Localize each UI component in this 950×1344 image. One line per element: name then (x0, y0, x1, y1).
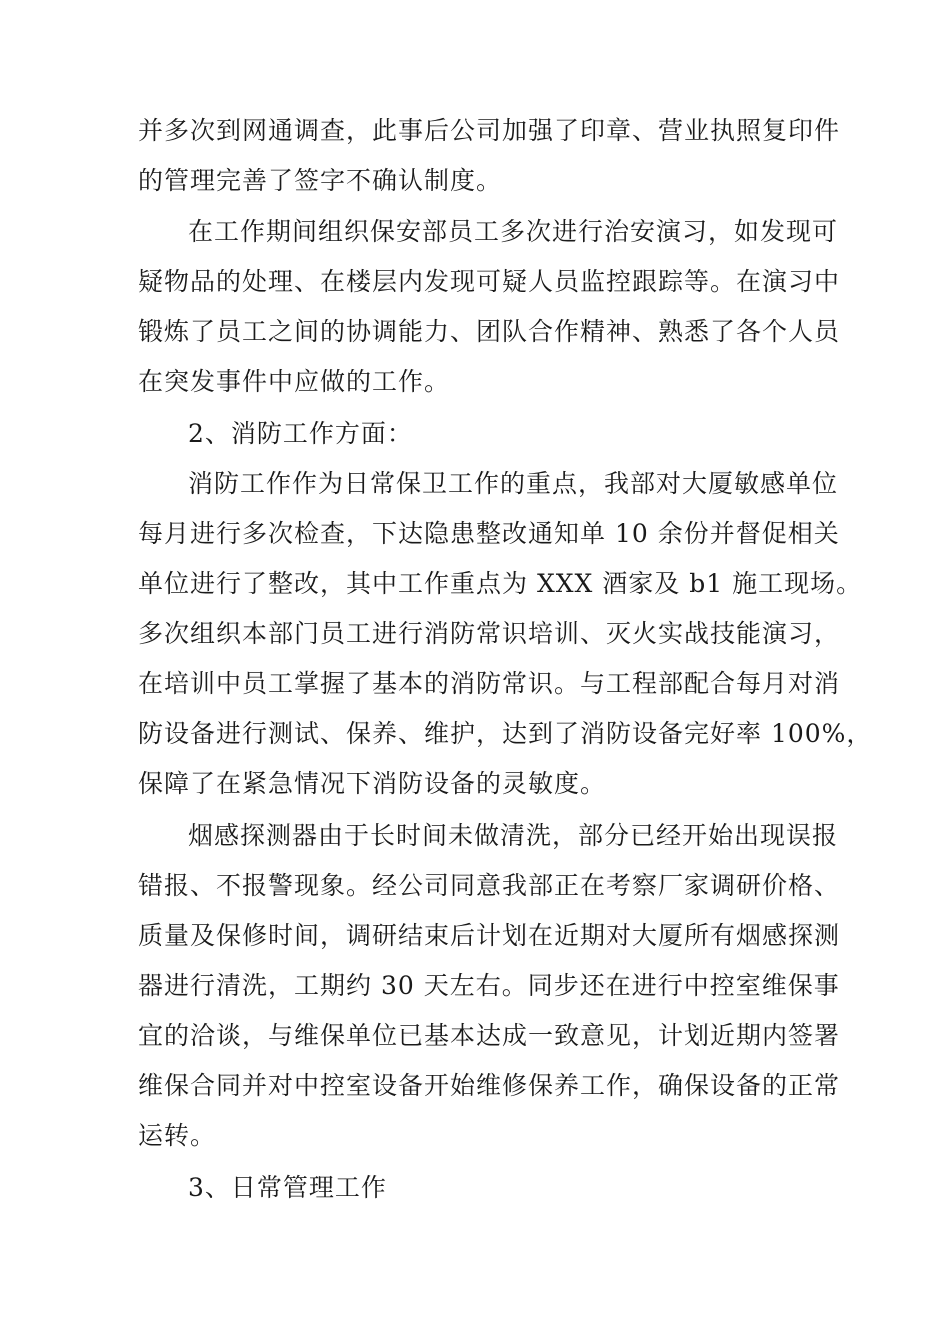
text-line: 维保合同并对中控室设备开始维修保养工作，确保设备的正常 (138, 1071, 841, 1100)
text-line: 器进行清洗，工期约 30 天左右。同步还在进行中控室维保事 (138, 971, 840, 1000)
text-line: 在突发事件中应做的工作。 (138, 367, 451, 396)
section-heading (138, 409, 838, 459)
text-line: 消防工作作为日常保卫工作的重点，我部对大厦敏感单位 (188, 469, 839, 498)
paragraph (138, 459, 873, 809)
text-line: 多次组织本部门员工进行消防常识培训、灭火实战技能演习， (138, 619, 841, 648)
text-line: 防设备进行测试、保养、维护，达到了消防设备完好率 100%， (138, 719, 873, 748)
text-line: 运转。 (138, 1121, 217, 1150)
text-line: 保障了在紧急情况下消防设备的灵敏度。 (138, 769, 607, 798)
text-line: 烟感探测器由于长时间未做清洗，部分已经开始出现误报 (188, 821, 839, 850)
text-line: 在工作期间组织保安部员工多次进行治安演习，如发现可 (188, 217, 839, 246)
text-line: 每月进行多次检查，下达隐患整改通知单 10 余份并督促相关 (138, 519, 840, 548)
text-line: 并多次到网通调查，此事后公司加强了印章、营业执照复印件 (138, 116, 841, 145)
text-line: 错报、不报警现象。经公司同意我部正在考察厂家调研价格、 (138, 871, 841, 900)
text-line: 锻炼了员工之间的协调能力、团队合作精神、熟悉了各个人员 (138, 317, 841, 346)
text-line: 的管理完善了签字不确认制度。 (138, 166, 503, 195)
text-line: 疑物品的处理、在楼层内发现可疑人员监控跟踪等。在演习中 (138, 267, 841, 296)
paragraph (138, 811, 841, 1161)
text-line: 2、消防工作方面： (188, 419, 413, 448)
paragraph (138, 207, 841, 407)
text-line: 单位进行了整改，其中工作重点为 XXX 酒家及 b1 施工现场。 (138, 569, 863, 598)
paragraph (138, 106, 841, 206)
text-line: 质量及保修时间，调研结束后计划在近期对大厦所有烟感探测 (138, 921, 841, 950)
text-line: 3、日常管理工作 (188, 1173, 387, 1202)
text-line: 宜的洽谈，与维保单位已基本达成一致意见，计划近期内签署 (138, 1021, 841, 1050)
text-line: 在培训中员工掌握了基本的消防常识。与工程部配合每月对消 (138, 669, 841, 698)
section-heading (138, 1163, 838, 1213)
